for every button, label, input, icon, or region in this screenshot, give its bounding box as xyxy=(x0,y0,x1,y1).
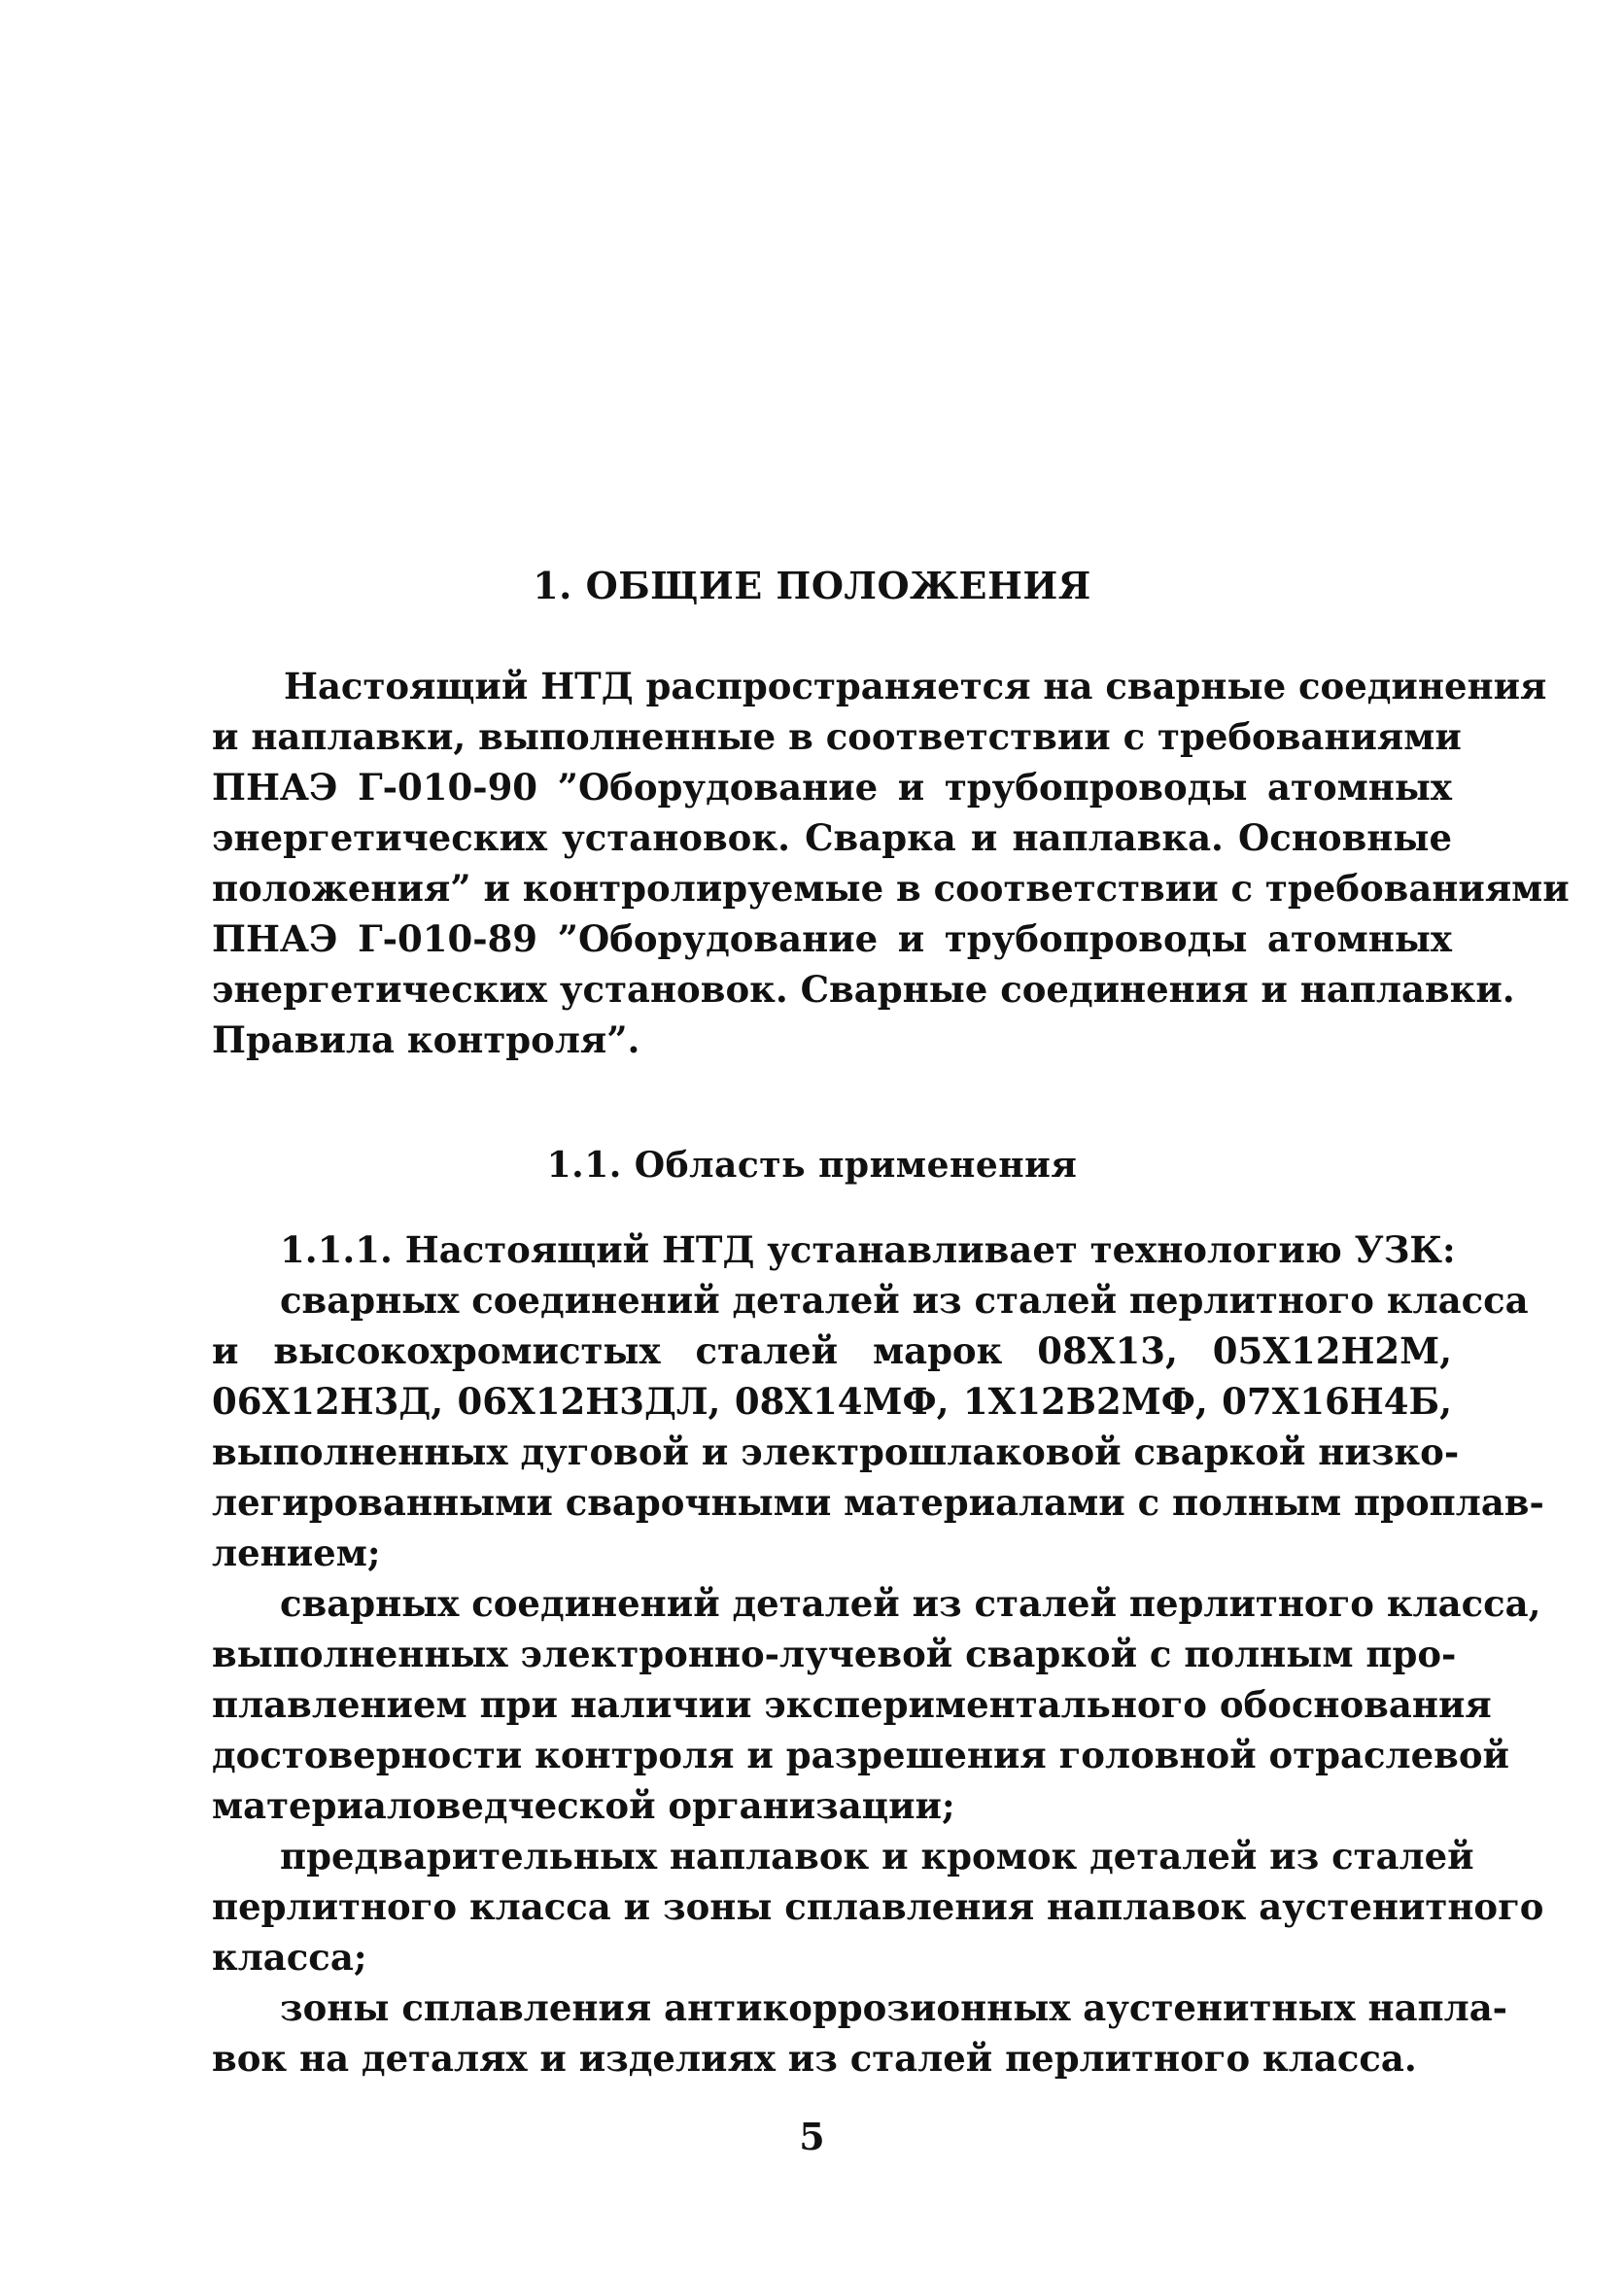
paragraph-line: положения” и контролируемые в соответствии с требованиями xyxy=(212,867,1570,910)
paragraph-line: выполненных электронно-лучевой сваркой с полным про- xyxy=(212,1633,1457,1675)
paragraph-line: предварительных наплавок и кромок деталей из сталей xyxy=(280,1835,1474,1878)
subsection-heading: 1.1. Область применения xyxy=(546,1145,1078,1186)
paragraph-line: достоверности контроля и разрешения головной отраслевой xyxy=(212,1734,1509,1776)
scope-paragraph xyxy=(212,1224,1544,2084)
paragraph-line: и наплавки, выполненные в соответствии с требованиями xyxy=(212,715,1462,758)
intro-paragraph xyxy=(212,661,1570,1065)
paragraph-line: вок на деталях и изделиях из сталей перлитного класса. xyxy=(212,2037,1417,2080)
page-number: 5 xyxy=(799,2115,825,2158)
paragraph-line: сварных соединений деталей из сталей перлитного класса, xyxy=(280,1582,1541,1625)
paragraph-line: класса; xyxy=(212,1936,367,1979)
paragraph-line: плавлением при наличии экспериментального обоснования xyxy=(212,1683,1492,1726)
paragraph-line: энергетических установок. Сварные соединения и наплавки. xyxy=(212,968,1515,1011)
paragraph-line: Настоящий НТД распространяется на сварные соединения xyxy=(284,665,1547,707)
paragraph-line: 06Х12Н3Д, 06Х12Н3ДЛ, 08Х14МФ, 1Х12В2МФ, 07Х16Н4Б, xyxy=(212,1380,1452,1423)
paragraph-line: легированными сварочными материалами с полным проплав- xyxy=(212,1481,1544,1524)
paragraph-line: ПНАЭ Г-010-89 ”Оборудование и трубопроводы атомных xyxy=(212,917,1452,960)
paragraph-line: Правила контроля”. xyxy=(212,1018,640,1061)
paragraph-line: зоны сплавления антикоррозионных аустенитных напла- xyxy=(280,1986,1508,2029)
paragraph-line: и высокохромистых сталей марок 08Х13, 05Х12Н2М, xyxy=(212,1329,1452,1372)
section-heading: 1. ОБЩИЕ ПОЛОЖЕНИЯ xyxy=(533,564,1091,607)
paragraph-line: энергетических установок. Сварка и наплавка. Основные xyxy=(212,816,1452,859)
paragraph-line: 1.1.1. Настоящий НТД устанавливает технологию УЗК: xyxy=(280,1228,1456,1271)
paragraph-line: лением; xyxy=(212,1532,381,1574)
paragraph-line: перлитного класса и зоны сплавления наплавок аустенитного xyxy=(212,1885,1544,1928)
paragraph-line: ПНАЭ Г-010-90 ”Оборудование и трубопроводы атомных xyxy=(212,766,1452,809)
paragraph-line: выполненных дуговой и электрошлаковой сваркой низко- xyxy=(212,1430,1460,1473)
paragraph-line: материаловедческой организации; xyxy=(212,1784,955,1827)
paragraph-line: сварных соединений деталей из сталей перлитного класса xyxy=(280,1279,1529,1322)
